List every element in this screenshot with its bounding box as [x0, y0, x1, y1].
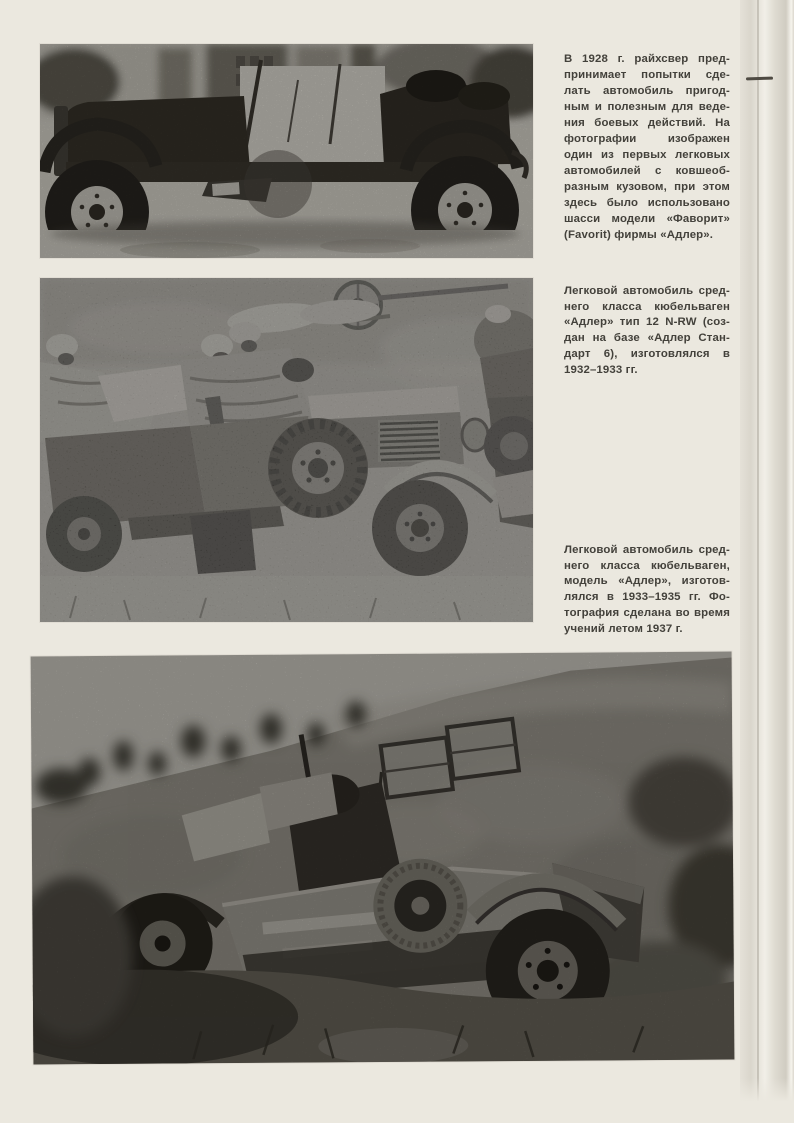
page-edge-crease [757, 0, 759, 1104]
photo-adler-12nrw-art [40, 278, 533, 622]
photo-adler-12nrw-soldiers [40, 278, 533, 622]
caption-adler-12nrw: Легковой автомобиль сред- него класса кюбельваген «Адлер» тип 12 N-RW (соз- дан на базе «Адлер Стан- дарт 6), изготовлялся в 1932–1933 гг. [564, 285, 730, 376]
photo-adler-favorit [40, 44, 533, 258]
photo-kubelwagen-hillside-art [31, 652, 735, 1065]
photo-adler-favorit-art [40, 44, 533, 258]
caption-1928-reichswehr: В 1928 г. райхсвер пред- принимает попытки сде- лать автомобиль пригод- ным и полезным для веде- ния боевых действий. На фотографии изображен один из первых легковых автомобилей с ковшеоб- разным кузовом, при этом здесь было использовано шасси модели «Фаворит» (Favorit) фирмы «Адлер». [564, 53, 730, 241]
photo-kubelwagen-hillside [31, 652, 735, 1065]
caption-adler-1937-exercises: Легковой автомобиль сред- него класса кюбельваген, модель «Адлер», изготов- лялся в 1933–1935 гг. Фо- тография сделана во время учений летом 1937 г. [564, 544, 730, 635]
page-edge-shadow [740, 0, 794, 1104]
